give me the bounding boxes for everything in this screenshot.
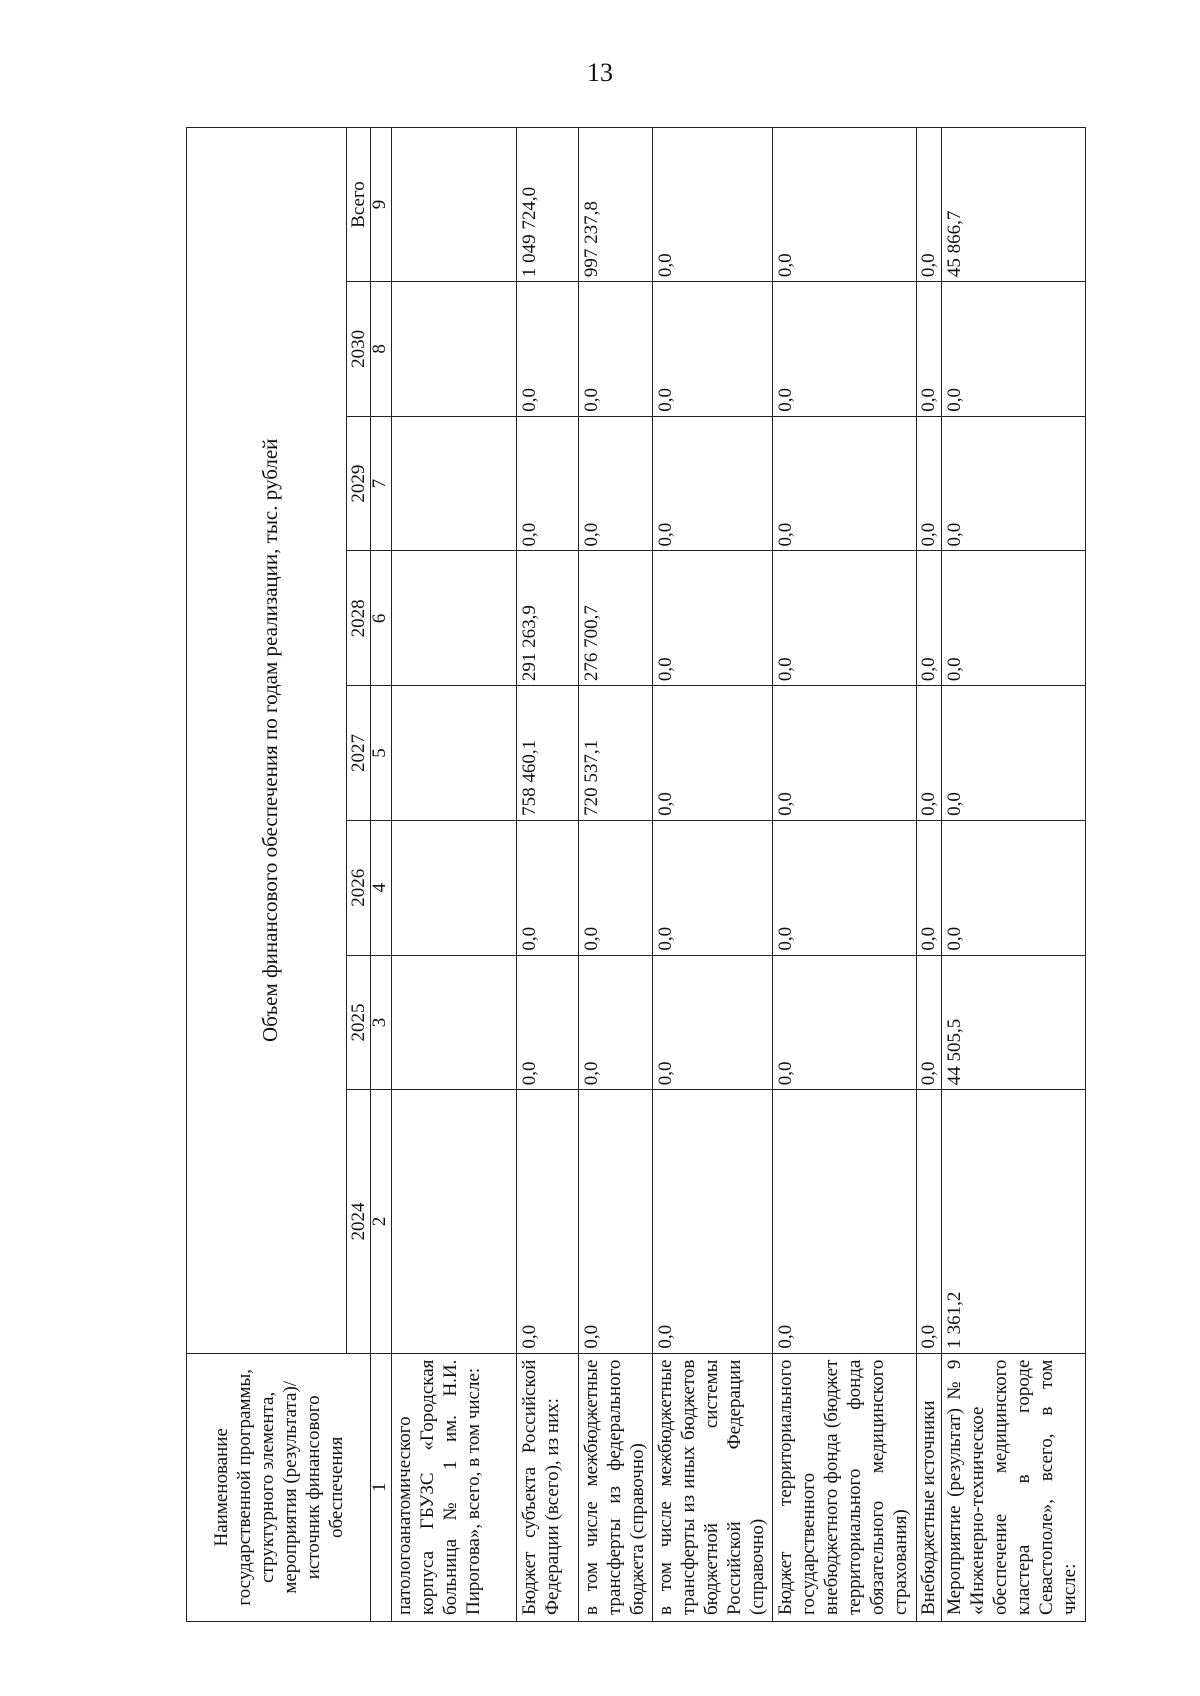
cell-value: 0,0 bbox=[941, 686, 1085, 821]
cell-value: 0,0 bbox=[941, 551, 1085, 686]
cell-total: 0,0 bbox=[917, 128, 942, 282]
table-row bbox=[941, 128, 1085, 1622]
financing-table bbox=[186, 127, 1086, 1622]
cell-total: 1 049 724,0 bbox=[517, 128, 579, 282]
cell-total: 45 866,7 bbox=[941, 128, 1085, 282]
header-year: 2028 bbox=[347, 551, 371, 686]
cell-value: 1 361,2 bbox=[941, 1090, 1085, 1353]
cell-value: 0,0 bbox=[917, 686, 942, 821]
cell-value: 0,0 bbox=[579, 1090, 653, 1353]
cell-value: 0,0 bbox=[652, 1090, 773, 1353]
cell-value: 720 537,1 bbox=[579, 686, 653, 821]
column-number-row bbox=[371, 128, 392, 1622]
row-name: Бюджет территориального государственного внебюджетного фонда (бюджет территориального фонда обязательного медицинского страхования) bbox=[773, 1353, 917, 1621]
cell-value bbox=[392, 820, 517, 955]
cell-value: 0,0 bbox=[773, 1090, 917, 1353]
page-number: 13 bbox=[587, 58, 613, 87]
cell-value: 0,0 bbox=[517, 820, 579, 955]
cell-total: 997 237,8 bbox=[579, 128, 653, 282]
table-row bbox=[517, 128, 579, 1622]
cell-value: 0,0 bbox=[773, 955, 917, 1090]
row-name: Бюджет субъекта Российской Федерации (всего), из них: bbox=[517, 1353, 579, 1621]
cell-value: 0,0 bbox=[579, 416, 653, 551]
cell-total bbox=[392, 128, 517, 282]
rotated-table-container bbox=[186, 127, 1086, 1622]
cell-value bbox=[392, 551, 517, 686]
cell-value: 758 460,1 bbox=[517, 686, 579, 821]
cell-value: 0,0 bbox=[773, 551, 917, 686]
cell-value: 0,0 bbox=[773, 282, 917, 417]
cell-value: 291 263,9 bbox=[517, 551, 579, 686]
column-number: 7 bbox=[371, 416, 392, 551]
cell-value: 0,0 bbox=[652, 416, 773, 551]
cell-value: 0,0 bbox=[517, 416, 579, 551]
cell-value: 0,0 bbox=[579, 955, 653, 1090]
header-total: Всего bbox=[347, 128, 371, 282]
cell-total: 0,0 bbox=[652, 128, 773, 282]
cell-value: 0,0 bbox=[773, 820, 917, 955]
cell-value bbox=[392, 955, 517, 1090]
cell-value: 0,0 bbox=[917, 955, 942, 1090]
cell-value: 276 700,7 bbox=[579, 551, 653, 686]
header-year: 2029 bbox=[347, 416, 371, 551]
table-row bbox=[917, 128, 942, 1622]
cell-value: 0,0 bbox=[773, 686, 917, 821]
table-row bbox=[773, 128, 917, 1622]
header-year: 2024 bbox=[347, 1090, 371, 1353]
row-name: в том числе межбюджетные трансферты из федерального бюджета (справочно) bbox=[579, 1353, 653, 1621]
header-year: 2026 bbox=[347, 820, 371, 955]
column-number: 5 bbox=[371, 686, 392, 821]
column-number: 8 bbox=[371, 282, 392, 417]
header-year: 2027 bbox=[347, 686, 371, 821]
cell-value: 0,0 bbox=[941, 416, 1085, 551]
cell-value: 0,0 bbox=[917, 1090, 942, 1353]
column-number: 1 bbox=[371, 1353, 392, 1621]
header-name-column: Наименование государственной программы, структурного элемента, мероприятия (результата)/источник финансового обеспечения bbox=[187, 1353, 371, 1621]
cell-value: 0,0 bbox=[652, 551, 773, 686]
cell-value bbox=[392, 282, 517, 417]
cell-value: 0,0 bbox=[773, 416, 917, 551]
row-name: Внебюджетные источники bbox=[917, 1353, 942, 1621]
table-row bbox=[652, 128, 773, 1622]
row-name: патологоанатомического корпуса ГБУЗС «Городская больница № 1 им. Н.И. Пирогова», всего, в том числе: bbox=[392, 1353, 517, 1621]
cell-value: 0,0 bbox=[917, 282, 942, 417]
cell-value: 0,0 bbox=[652, 820, 773, 955]
cell-value: 0,0 bbox=[517, 282, 579, 417]
column-number: 3 bbox=[371, 955, 392, 1090]
cell-value: 0,0 bbox=[517, 955, 579, 1090]
cell-value: 0,0 bbox=[652, 282, 773, 417]
cell-value: 44 505,5 bbox=[941, 955, 1085, 1090]
cell-total: 0,0 bbox=[773, 128, 917, 282]
cell-value bbox=[392, 1090, 517, 1353]
header-volume-caption: Объем финансового обеспечения по годам реализации, тыс. рублей bbox=[187, 128, 347, 1354]
column-number: 9 bbox=[371, 128, 392, 282]
cell-value: 0,0 bbox=[941, 820, 1085, 955]
table-row bbox=[579, 128, 653, 1622]
cell-value: 0,0 bbox=[917, 551, 942, 686]
column-number: 4 bbox=[371, 820, 392, 955]
cell-value: 0,0 bbox=[917, 820, 942, 955]
cell-value bbox=[392, 686, 517, 821]
column-number: 2 bbox=[371, 1090, 392, 1353]
cell-value: 0,0 bbox=[652, 955, 773, 1090]
row-name: Мероприятие (результат) № 9 «Инженерно-техническое обеспечение медицинского кластера в городе Севастополе», всего, в том числе: bbox=[941, 1353, 1085, 1621]
cell-value: 0,0 bbox=[517, 1090, 579, 1353]
header-year: 2025 bbox=[347, 955, 371, 1090]
cell-value: 0,0 bbox=[579, 282, 653, 417]
table-row bbox=[392, 128, 517, 1622]
cell-value bbox=[392, 416, 517, 551]
cell-value: 0,0 bbox=[917, 416, 942, 551]
cell-value: 0,0 bbox=[652, 686, 773, 821]
cell-value: 0,0 bbox=[941, 282, 1085, 417]
cell-value: 0,0 bbox=[579, 820, 653, 955]
header-year: 2030 bbox=[347, 282, 371, 417]
column-number: 6 bbox=[371, 551, 392, 686]
row-name: в том числе межбюджетные трансферты из иных бюджетов бюджетной системы Российской Федерации (справочно) bbox=[652, 1353, 773, 1621]
